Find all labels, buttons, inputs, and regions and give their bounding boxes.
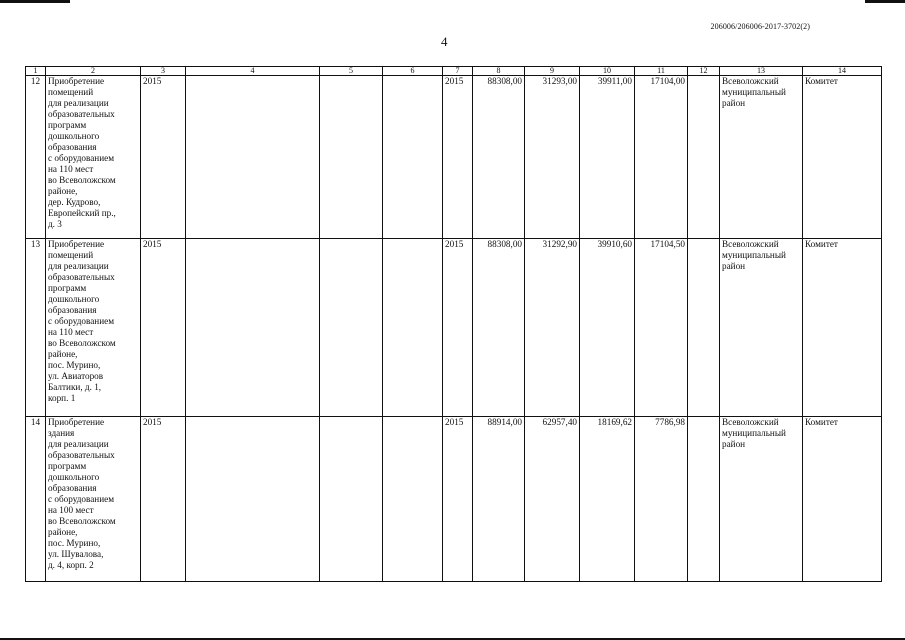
object-name-line: д. 3 xyxy=(48,219,62,229)
object-name-line: дошкольного xyxy=(48,472,100,482)
municipality-line: муниципальный xyxy=(722,87,786,97)
object-name-line: образования xyxy=(48,483,97,493)
document-code: 206006/206006-2017-3702(2) xyxy=(710,22,810,31)
object-name-line: на 110 мест xyxy=(48,327,94,337)
object-name-line: во Всеволожском xyxy=(48,338,116,348)
amount-cell: 39911,00 xyxy=(580,76,635,239)
column-number: 5 xyxy=(320,67,383,76)
object-name-line: пос. Мурино, xyxy=(48,538,101,548)
object-name-line: образовательных xyxy=(48,450,115,460)
column-number: 2 xyxy=(46,67,141,76)
col5-cell xyxy=(320,417,383,582)
municipality-cell xyxy=(720,239,803,417)
object-name-line: с оборудованием xyxy=(48,316,115,326)
object-name-line: для реализации xyxy=(48,261,109,271)
object-name-line: дер. Кудрово, xyxy=(48,197,101,207)
object-name-line: во Всеволожском xyxy=(48,175,116,185)
amount-cell: 39910,60 xyxy=(580,239,635,417)
object-name-line: Приобретение xyxy=(48,76,105,86)
column-number: 4 xyxy=(186,67,320,76)
amount-cell: 18169,62 xyxy=(580,417,635,582)
object-name-line: образовательных xyxy=(48,272,115,282)
col12-cell xyxy=(688,239,720,417)
year-cell: 2015 xyxy=(443,239,473,417)
object-name-line: ул. Авиаторов xyxy=(48,371,104,381)
municipality-cell xyxy=(720,417,803,582)
municipality-line: Всеволожский xyxy=(722,417,779,427)
year-cell: 2015 xyxy=(141,239,186,417)
municipality-line: район xyxy=(722,98,746,108)
table-row xyxy=(26,76,882,239)
column-number: 6 xyxy=(383,67,443,76)
object-name-line: на 110 мест xyxy=(48,164,94,174)
object-name-line: Приобретение xyxy=(48,417,105,427)
col6-cell xyxy=(383,239,443,417)
col4-cell xyxy=(186,76,320,239)
object-name-line: дошкольного xyxy=(48,131,100,141)
year-cell: 2015 xyxy=(141,417,186,582)
object-name-line: здания xyxy=(48,428,75,438)
amount-cell: 17104,50 xyxy=(635,239,688,417)
object-name-line: с оборудованием xyxy=(48,153,115,163)
col4-cell xyxy=(186,417,320,582)
object-name-line: программ xyxy=(48,120,87,130)
column-number: 7 xyxy=(443,67,473,76)
object-name-line: программ xyxy=(48,461,87,471)
municipality-line: муниципальный xyxy=(722,428,786,438)
column-number: 14 xyxy=(803,67,882,76)
object-name-line: во Всеволожском xyxy=(48,516,116,526)
column-number: 1 xyxy=(26,67,46,76)
object-name-line: районе, xyxy=(48,527,78,537)
column-number: 10 xyxy=(580,67,635,76)
object-name-line: д. 4, корп. 2 xyxy=(48,560,94,570)
object-name-line: для реализации xyxy=(48,98,109,108)
municipality-line: Всеволожский xyxy=(722,239,779,249)
municipality-line: муниципальный xyxy=(722,250,786,260)
row-number: 12 xyxy=(26,76,46,239)
object-name-line: пос. Мурино, xyxy=(48,360,101,370)
object-name-line: на 100 мест xyxy=(48,505,94,515)
page-number: 4 xyxy=(441,34,448,49)
municipality-line: район xyxy=(722,439,746,449)
object-name-line: образования xyxy=(48,142,97,152)
object-name-line: образовательных xyxy=(48,109,115,119)
row-number: 13 xyxy=(26,239,46,417)
column-number: 9 xyxy=(525,67,580,76)
object-name-line: программ xyxy=(48,283,87,293)
object-name-line: районе, xyxy=(48,186,78,196)
year-cell: 2015 xyxy=(443,76,473,239)
column-number: 12 xyxy=(688,67,720,76)
object-name-cell xyxy=(46,239,141,417)
column-number-row xyxy=(26,67,882,76)
object-name-line: помещений xyxy=(48,87,94,97)
object-name-cell xyxy=(46,417,141,582)
total-amount-cell: 88308,00 xyxy=(473,239,525,417)
col5-cell xyxy=(320,76,383,239)
object-name-cell xyxy=(46,76,141,239)
object-name-line: дошкольного xyxy=(48,294,100,304)
object-name-line: Приобретение xyxy=(48,239,105,249)
amount-cell: 31292,90 xyxy=(525,239,580,417)
col6-cell xyxy=(383,76,443,239)
object-name-line: ул. Шувалова, xyxy=(48,549,104,559)
object-name-line: образования xyxy=(48,305,97,315)
table-row xyxy=(26,239,882,417)
data-table xyxy=(25,66,882,582)
col12-cell xyxy=(688,76,720,239)
col6-cell xyxy=(383,417,443,582)
total-amount-cell: 88914,00 xyxy=(473,417,525,582)
year-cell: 2015 xyxy=(141,76,186,239)
amount-cell: 31293,00 xyxy=(525,76,580,239)
responsible-cell: Комитет xyxy=(803,239,882,417)
scan-edge-mark xyxy=(0,0,70,3)
object-name-line: помещений xyxy=(48,250,94,260)
amount-cell: 17104,00 xyxy=(635,76,688,239)
municipality-line: район xyxy=(722,261,746,271)
col4-cell xyxy=(186,239,320,417)
total-amount-cell: 88308,00 xyxy=(473,76,525,239)
object-name-line: с оборудованием xyxy=(48,494,115,504)
amount-cell: 62957,40 xyxy=(525,417,580,582)
amount-cell: 7786,98 xyxy=(635,417,688,582)
object-name-line: корп. 1 xyxy=(48,393,76,403)
column-number: 11 xyxy=(635,67,688,76)
year-cell: 2015 xyxy=(443,417,473,582)
municipality-cell xyxy=(720,76,803,239)
object-name-line: Европейский пр., xyxy=(48,208,116,218)
responsible-cell: Комитет xyxy=(803,417,882,582)
object-name-line: районе, xyxy=(48,349,78,359)
object-name-line: для реализации xyxy=(48,439,109,449)
column-number: 13 xyxy=(720,67,803,76)
scan-edge-mark xyxy=(865,0,905,3)
object-name-line: Балтики, д. 1, xyxy=(48,382,102,392)
col12-cell xyxy=(688,417,720,582)
responsible-cell: Комитет xyxy=(803,76,882,239)
table-row xyxy=(26,417,882,582)
column-number: 3 xyxy=(141,67,186,76)
row-number: 14 xyxy=(26,417,46,582)
col5-cell xyxy=(320,239,383,417)
column-number: 8 xyxy=(473,67,525,76)
municipality-line: Всеволожский xyxy=(722,76,779,86)
